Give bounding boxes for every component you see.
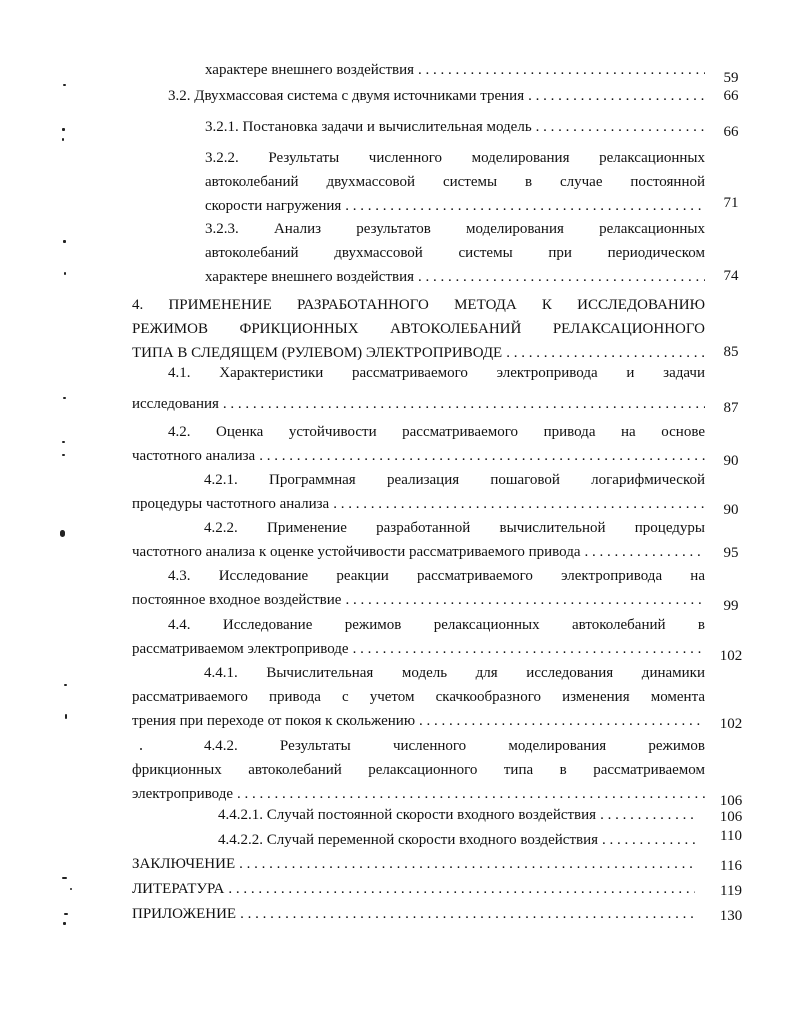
toc-entry-4-3 — [132, 564, 705, 612]
toc-entry-text: электроприводе — [132, 786, 234, 802]
toc-entry-text: 3.2. Двухмассовая система с двумя источниками трения — [168, 88, 525, 104]
toc-page-number: 130 — [719, 908, 743, 924]
dot-leader — [345, 194, 705, 218]
toc-page-number: 110 — [720, 828, 742, 844]
dot-leader — [418, 58, 705, 82]
scan-speck — [60, 530, 65, 537]
toc-entry-4-4-2 — [132, 734, 705, 806]
toc-entry-conclusion — [132, 852, 695, 876]
toc-entry-4-2-2 — [132, 516, 705, 564]
scan-speck — [64, 272, 66, 275]
toc-entry-4-1 — [132, 361, 705, 416]
toc-entry-text: характере внешнего воздействия — [205, 62, 415, 78]
scan-speck — [140, 748, 142, 750]
toc-entry-text: 4. ПРИМЕНЕНИЕ РАЗРАБОТАННОГО МЕТОДА К ИССЛЕДОВАНИЮ — [132, 297, 705, 313]
toc-page-number: 106 — [719, 809, 743, 825]
scan-speck — [63, 922, 66, 925]
toc-entry-3-2-2 — [205, 146, 705, 218]
toc-entry-4-4-2-1 — [218, 803, 695, 827]
toc-entry-literature — [132, 877, 695, 901]
dot-leader — [259, 444, 705, 468]
toc-entry-3-2-1-cont — [205, 58, 705, 82]
toc-entry-text: ПРИЛОЖЕНИЕ — [132, 906, 237, 922]
toc-entry-text: 4.1. Характеристики рассматриваемого электропривода и задачи — [168, 365, 705, 381]
scan-speck — [63, 84, 66, 86]
toc-entry-text: 4.2. Оценка устойчивости рассматриваемого привода на основе — [168, 424, 705, 440]
toc-entry-text: РЕЖИМОВ ФРИКЦИОННЫХ АВТОКОЛЕБАНИЙ РЕЛАКСАЦИОННОГО — [132, 321, 705, 337]
toc-page-number: 87 — [723, 400, 739, 416]
toc-entry-text: 4.4.2.1. Случай постоянной скорости входного воздействия — [218, 807, 597, 823]
scan-speck — [62, 454, 65, 456]
toc-entry-text: скорости нагружения — [205, 198, 342, 214]
toc-page-number: 95 — [723, 545, 739, 561]
toc-entry-text: характере внешнего воздействия — [205, 269, 415, 285]
toc-entry-text: ЛИТЕРАТУРА — [132, 881, 225, 897]
toc-entry-text: 4.4. Исследование режимов релаксационных автоколебаний в — [168, 617, 705, 633]
toc-entry-4-4 — [132, 613, 705, 661]
dot-leader — [602, 828, 695, 852]
toc-entry-text: 3.2.2. Результаты численного моделирования релаксационных — [205, 150, 705, 166]
toc-entry-text: рассматриваемом электроприводе — [132, 641, 349, 657]
toc-entry-text: 4.4.2.2. Случай переменной скорости входного воздействия — [218, 832, 599, 848]
toc-page-number: 102 — [719, 716, 743, 732]
toc-page-number: 85 — [723, 344, 739, 360]
toc-entry-3-2 — [168, 84, 704, 108]
toc-entry-text: частотного анализа к оценке устойчивости рассматриваемого привода — [132, 544, 581, 560]
toc-page-number: 119 — [720, 883, 742, 899]
scan-speck — [65, 714, 67, 719]
dot-leader — [223, 392, 705, 416]
toc-entry-text: трения при переходе от покоя к скольжению — [132, 713, 416, 729]
toc-entry-text: 4.4.2. Результаты численного моделирования режимов — [204, 738, 705, 754]
dot-leader — [240, 902, 695, 926]
toc-entry-text: 4.3. Исследование реакции рассматриваемого электропривода на — [168, 568, 705, 584]
toc-entry-text: ЗАКЛЮЧЕНИЕ — [132, 856, 236, 872]
toc-entry-text: 4.2.2. Применение разработанной вычислительной процедуры — [204, 520, 705, 536]
scan-speck — [63, 397, 66, 399]
toc-page-number: 99 — [723, 598, 739, 614]
dot-leader — [333, 492, 705, 516]
dot-leader — [228, 877, 695, 901]
toc-page-number: 102 — [719, 648, 743, 664]
dot-leader — [353, 637, 705, 661]
toc-entry-4-2 — [132, 420, 705, 468]
toc-entry-text: автоколебаний двухмассовой системы при периодическом — [205, 245, 705, 261]
scan-speck — [63, 240, 66, 243]
scan-speck — [62, 441, 65, 443]
toc-entry-text: рассматриваемого привода с учетом скачкообразного изменения момента — [132, 689, 705, 705]
toc-page-number: 116 — [720, 858, 742, 874]
toc-entry-text: фрикционных автоколебаний релаксационного типа в рассматриваемом — [132, 762, 705, 778]
dot-leader — [418, 265, 705, 289]
toc-entry-text: постоянное входное воздействие — [132, 592, 342, 608]
toc-entry-text: 3.2.3. Анализ результатов моделирования релаксационных — [205, 221, 705, 237]
toc-entry-4-2-1 — [132, 468, 705, 516]
toc-page-number: 74 — [723, 268, 739, 284]
dot-leader — [345, 588, 705, 612]
scan-speck — [62, 128, 65, 131]
toc-page-number: 90 — [723, 502, 739, 518]
toc-entry-text: ТИПА В СЛЕДЯЩЕМ (РУЛЕВОМ) ЭЛЕКТРОПРИВОДЕ — [132, 345, 503, 361]
scan-speck — [70, 888, 72, 890]
toc-entry-appendix — [132, 902, 695, 926]
toc-entry-text: 3.2.1. Постановка задачи и вычислительная модель — [205, 119, 532, 135]
toc-entry-text: частотного анализа — [132, 448, 256, 464]
dot-leader — [239, 852, 695, 876]
scan-speck — [64, 913, 68, 915]
toc-entry-3-2-1 — [205, 115, 705, 139]
dot-leader — [600, 803, 695, 827]
toc-entry-4-4-2-2 — [218, 828, 695, 852]
toc-entry-text: 4.4.1. Вычислительная модель для исследования динамики — [204, 665, 705, 681]
scan-speck — [62, 877, 67, 879]
scan-speck — [62, 138, 64, 141]
toc-entry-text: процедуры частотного анализа — [132, 496, 330, 512]
toc-page-number: 90 — [723, 453, 739, 469]
toc-page-number: 66 — [723, 88, 739, 104]
toc-page-number: 66 — [723, 124, 739, 140]
toc-page-number: 106 — [719, 793, 743, 809]
toc-entry-text: автоколебаний двухмассовой системы в случае постоянной — [205, 174, 705, 190]
dot-leader — [536, 115, 705, 139]
scan-speck — [64, 684, 67, 686]
toc-entry-3-2-3 — [205, 217, 705, 289]
dot-leader — [419, 709, 705, 733]
toc-entry-text: 4.2.1. Программная реализация пошаговой логарифмической — [204, 472, 705, 488]
toc-page-number: 71 — [723, 195, 739, 211]
dot-leader — [528, 84, 704, 108]
toc-entry-4-4-1 — [132, 661, 705, 733]
toc-page-number: 59 — [723, 70, 739, 86]
toc-entry-chapter-4 — [132, 293, 705, 365]
dot-leader — [585, 540, 706, 564]
toc-entry-text: исследования — [132, 396, 219, 412]
